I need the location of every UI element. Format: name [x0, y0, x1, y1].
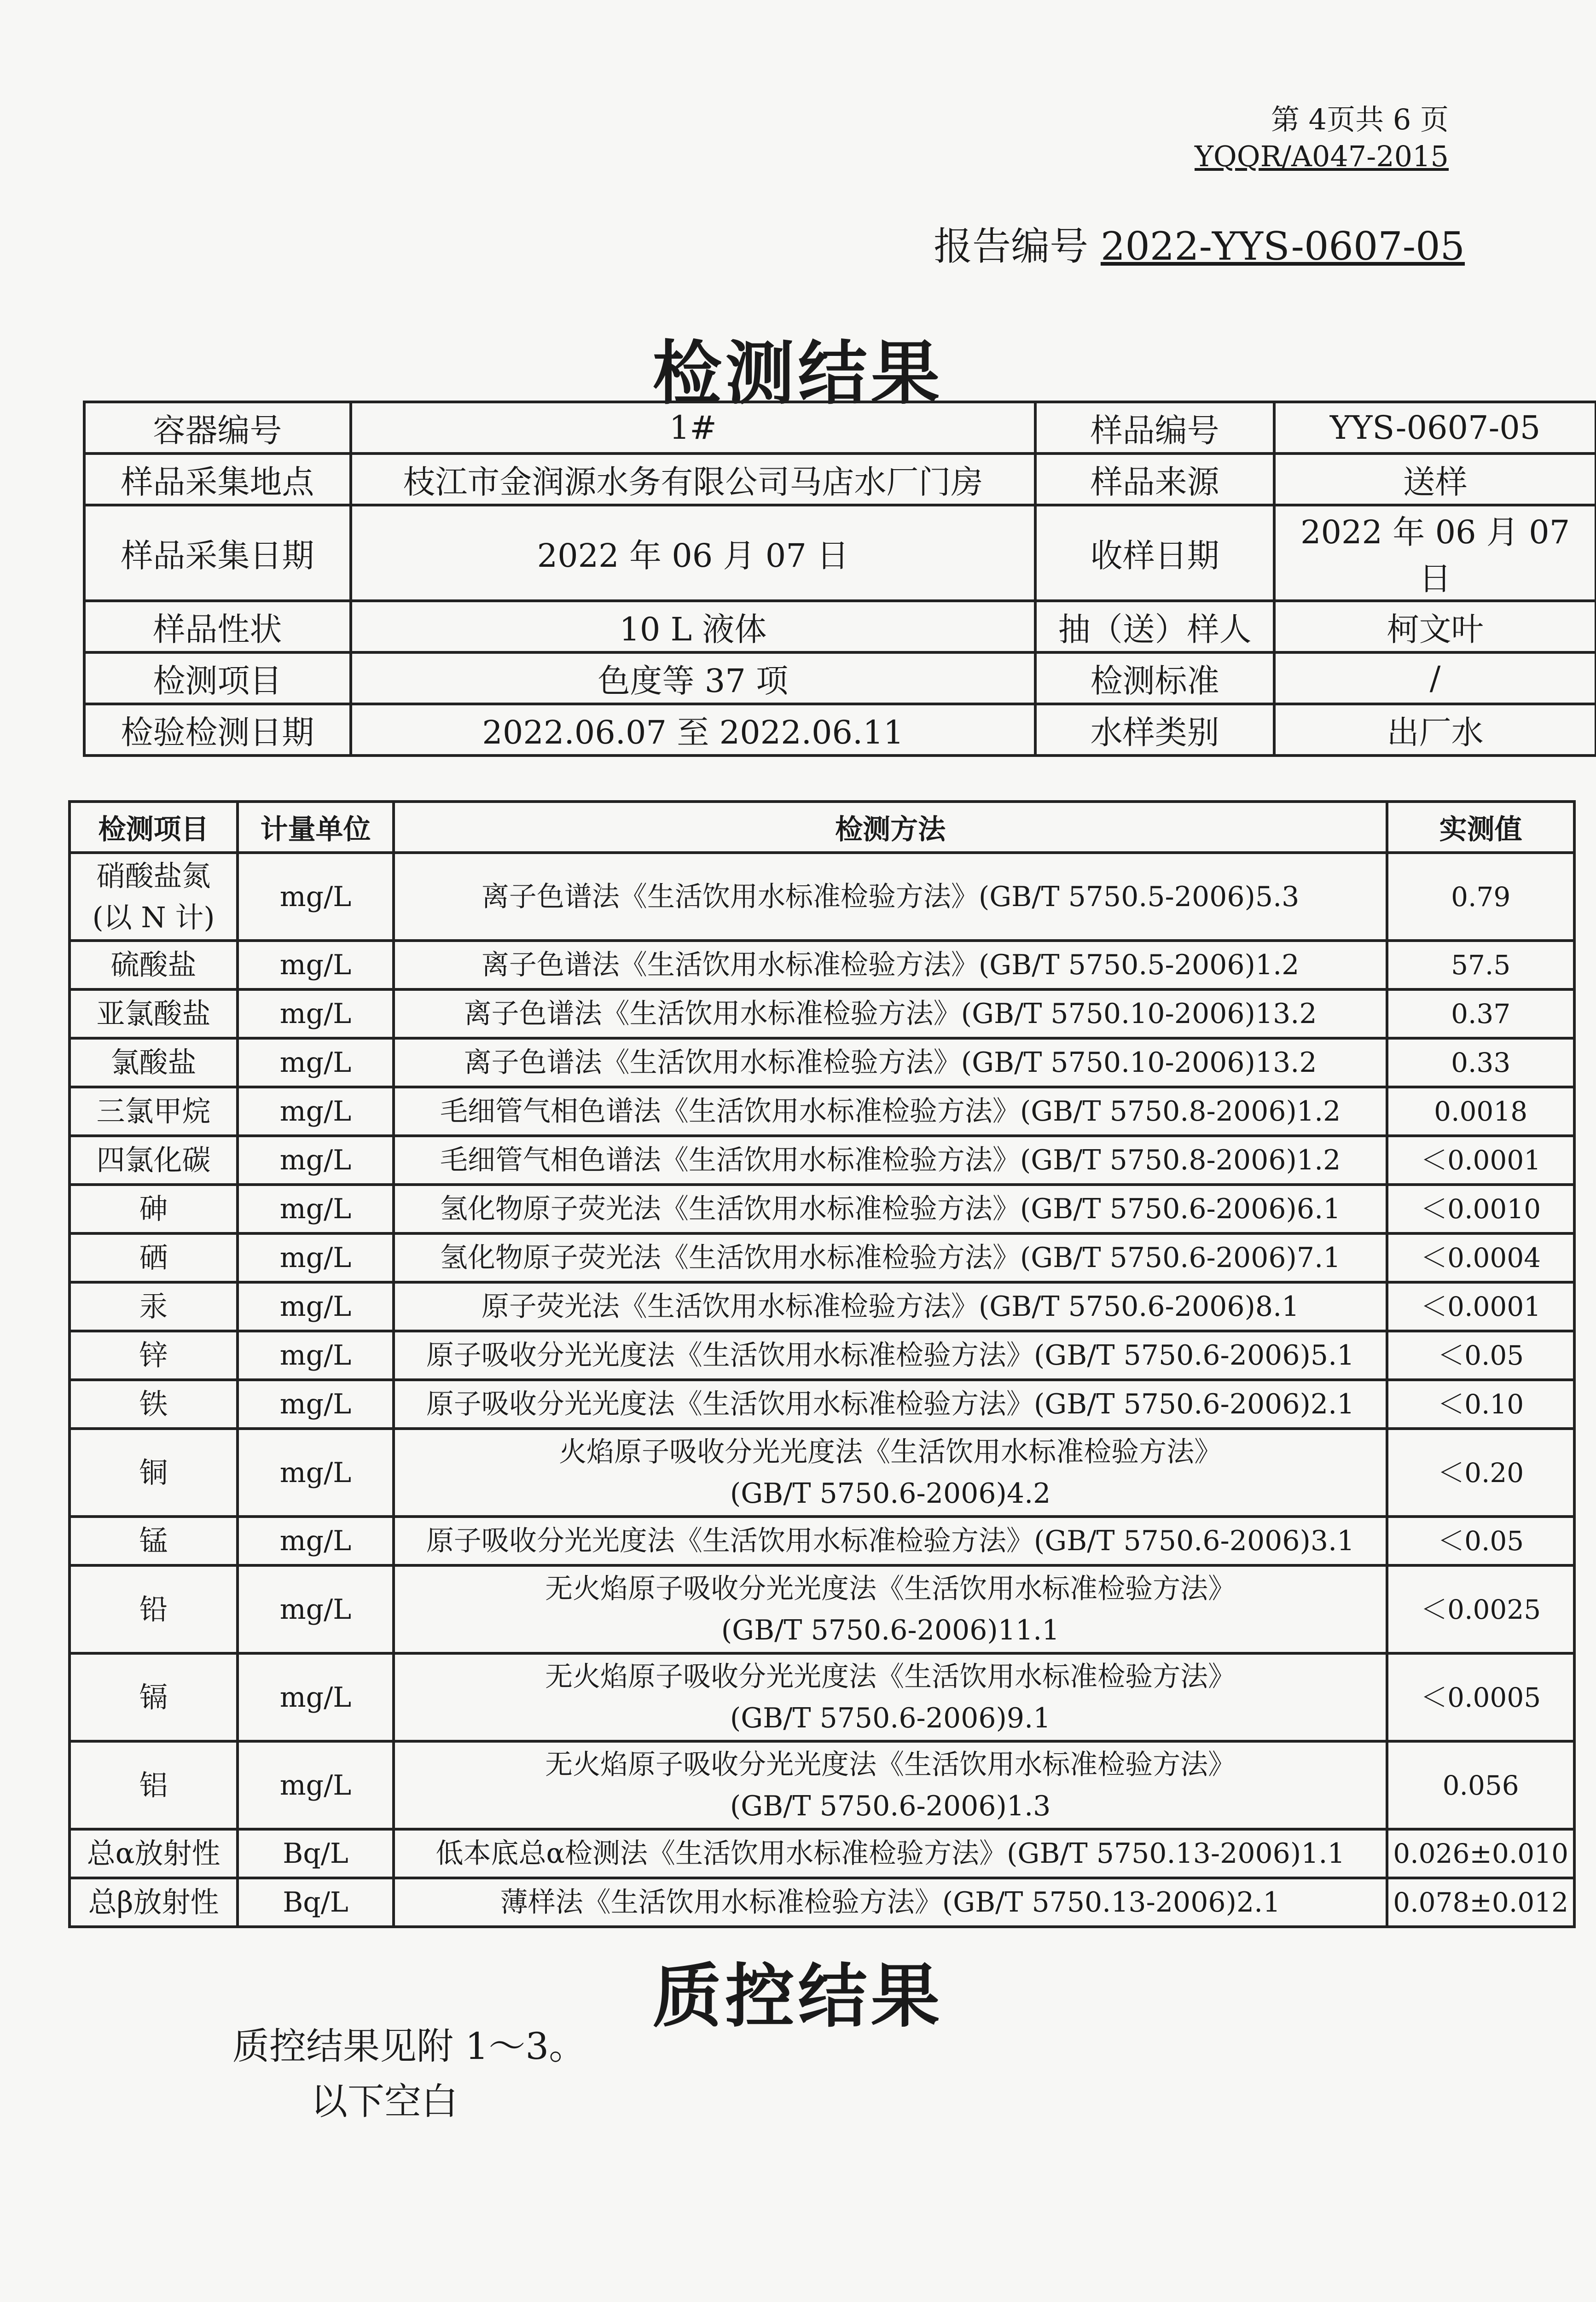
cell-method — [394, 1429, 1387, 1517]
report-number-label: 报告编号 — [934, 224, 1089, 269]
cell-method — [394, 853, 1387, 941]
table-row — [70, 1653, 1574, 1741]
sample-info-table — [83, 401, 1596, 757]
location-label: 样品采集地点 — [84, 453, 351, 505]
collect-date-label: 样品采集日期 — [84, 505, 351, 601]
cell-unit: mg/L — [238, 1380, 394, 1429]
table-row — [70, 941, 1574, 989]
cell-value: ＜0.0001 — [1387, 1282, 1574, 1331]
water-type: 出厂水 — [1274, 704, 1596, 756]
source-label: 样品来源 — [1035, 453, 1274, 505]
method-text: 低本底总α检测法《生活饮用水标准检验方法》(GB/T 5750.13-2006)1.1 — [435, 1837, 1345, 1870]
cell-value: ＜0.0001 — [1387, 1136, 1574, 1185]
sample-no-label: 样品编号 — [1035, 402, 1274, 453]
header-unit: 计量单位 — [238, 802, 394, 853]
test-date: 2022.06.07 至 2022.06.11 — [351, 704, 1035, 756]
test-date-label: 检验检测日期 — [84, 704, 351, 756]
cell-item — [70, 1233, 238, 1282]
cell-method — [394, 1878, 1387, 1927]
info-row — [84, 704, 1596, 756]
table-row — [70, 1233, 1574, 1282]
results-body — [70, 853, 1574, 1927]
cell-unit: mg/L — [238, 1038, 394, 1087]
method-text: 原子吸收分光光度法《生活饮用水标准检验方法》(GB/T 5750.6-2006)2.1 — [426, 1388, 1355, 1420]
cell-item — [70, 1653, 238, 1741]
cell-method — [394, 1185, 1387, 1233]
cell-item — [70, 989, 238, 1038]
item-name: 汞 — [139, 1290, 168, 1323]
collect-date: 2022 年 06 月 07 日 — [351, 505, 1035, 601]
cell-method — [394, 1233, 1387, 1282]
nature-label: 样品性状 — [84, 601, 351, 652]
cell-value: ＜0.10 — [1387, 1380, 1574, 1429]
cell-method — [394, 1653, 1387, 1741]
method-text-cont: (GB/T 5750.6-2006)11.1 — [721, 1614, 1060, 1646]
method-text: 无火焰原子吸收分光光度法《生活饮用水标准检验方法》 — [545, 1572, 1236, 1605]
header-method: 检测方法 — [394, 802, 1387, 853]
cell-unit: mg/L — [238, 1331, 394, 1380]
method-text: 氢化物原子荧光法《生活饮用水标准检验方法》(GB/T 5750.6-2006)7.1 — [440, 1242, 1341, 1274]
cell-method — [394, 1038, 1387, 1087]
method-text: 离子色谱法《生活饮用水标准检验方法》(GB/T 5750.10-2006)13.2 — [464, 998, 1317, 1030]
cell-value: ＜0.05 — [1387, 1517, 1574, 1565]
cell-method — [394, 1331, 1387, 1380]
cell-item — [70, 1429, 238, 1517]
container-no-label: 容器编号 — [84, 402, 351, 453]
method-text: 毛细管气相色谱法《生活饮用水标准检验方法》(GB/T 5750.8-2006)1.2 — [440, 1144, 1341, 1176]
method-text: 原子吸收分光光度法《生活饮用水标准检验方法》(GB/T 5750.6-2006)3.1 — [426, 1525, 1355, 1557]
item-name: 硝酸盐氮 — [96, 859, 211, 893]
cell-item — [70, 1517, 238, 1565]
table-row — [70, 1429, 1574, 1517]
item-name: 硒 — [139, 1241, 168, 1274]
cell-unit: Bq/L — [238, 1878, 394, 1927]
cell-value: ＜0.0010 — [1387, 1185, 1574, 1233]
report-number-value: 2022-YYS-0607-05 — [1100, 224, 1465, 269]
cell-item — [70, 1185, 238, 1233]
table-row — [70, 989, 1574, 1038]
method-text: 原子荧光法《生活饮用水标准检验方法》(GB/T 5750.6-2006)8.1 — [481, 1291, 1300, 1323]
cell-method — [394, 1136, 1387, 1185]
method-text: 无火焰原子吸收分光光度法《生活饮用水标准检验方法》 — [545, 1660, 1236, 1693]
results-table — [68, 800, 1576, 1928]
table-row — [70, 1331, 1574, 1380]
cell-unit: mg/L — [238, 1565, 394, 1653]
cell-method — [394, 1380, 1387, 1429]
method-text: 原子吸收分光光度法《生活饮用水标准检验方法》(GB/T 5750.6-2006)5.1 — [426, 1339, 1355, 1372]
cell-unit: mg/L — [238, 941, 394, 989]
table-row — [70, 1380, 1574, 1429]
item-name: 镉 — [139, 1680, 168, 1714]
results-header-row — [70, 802, 1574, 853]
item-name: 总α放射性 — [87, 1837, 221, 1870]
receive-date: 2022 年 06 月 07 日 — [1274, 505, 1596, 601]
cell-value: ＜0.0005 — [1387, 1653, 1574, 1741]
item-name: 氯酸盐 — [110, 1046, 197, 1079]
item-name: 铜 — [139, 1455, 168, 1489]
item-name: 硫酸盐 — [110, 948, 197, 982]
info-row — [84, 505, 1596, 601]
cell-value: 0.37 — [1387, 989, 1574, 1038]
cell-unit: mg/L — [238, 1136, 394, 1185]
cell-method — [394, 1829, 1387, 1878]
table-row — [70, 1185, 1574, 1233]
method-text: 无火焰原子吸收分光光度法《生活饮用水标准检验方法》 — [545, 1748, 1236, 1781]
cell-item — [70, 853, 238, 941]
table-row — [70, 1741, 1574, 1829]
cell-item — [70, 1380, 238, 1429]
info-row — [84, 601, 1596, 652]
item-name: 铝 — [139, 1768, 168, 1802]
report-number — [934, 215, 1465, 271]
cell-method — [394, 1565, 1387, 1653]
page-title: 检测结果 — [652, 333, 944, 414]
item-name: 砷 — [139, 1192, 168, 1226]
qc-note: 质控结果见附 1～3。 — [232, 2025, 586, 2068]
location: 枝江市金润源水务有限公司马店水厂门房 — [351, 453, 1035, 505]
method-text: 火焰原子吸收分光光度法《生活饮用水标准检验方法》 — [559, 1436, 1222, 1468]
blank-note: 以下空白 — [311, 2080, 458, 2123]
cell-item — [70, 1565, 238, 1653]
cell-method — [394, 1282, 1387, 1331]
info-row — [84, 402, 1596, 453]
water-type-label: 水样类别 — [1035, 704, 1274, 756]
cell-value: 0.078±0.012 — [1387, 1878, 1574, 1927]
cell-unit: mg/L — [238, 989, 394, 1038]
qc-notes — [232, 2019, 586, 2129]
table-row — [70, 853, 1574, 941]
method-text: 离子色谱法《生活饮用水标准检验方法》(GB/T 5750.5-2006)5.3 — [481, 880, 1300, 913]
cell-unit: Bq/L — [238, 1829, 394, 1878]
standard-label: 检测标准 — [1035, 652, 1274, 704]
item-name: 三氯甲烷 — [96, 1094, 211, 1128]
cell-unit: mg/L — [238, 853, 394, 941]
table-row — [70, 1087, 1574, 1136]
page-number: 第 4页共 6 页 — [1271, 103, 1449, 136]
cell-method — [394, 1741, 1387, 1829]
cell-unit: mg/L — [238, 1429, 394, 1517]
table-row — [70, 1829, 1574, 1878]
cell-unit: mg/L — [238, 1653, 394, 1741]
item-name: 锰 — [139, 1524, 168, 1558]
items: 色度等 37 项 — [351, 652, 1035, 704]
item-name: 铁 — [139, 1387, 168, 1421]
cell-item — [70, 1136, 238, 1185]
cell-value: ＜0.05 — [1387, 1331, 1574, 1380]
cell-value: 0.056 — [1387, 1741, 1574, 1829]
item-name: 总β放射性 — [88, 1885, 219, 1919]
cell-method — [394, 941, 1387, 989]
table-row — [70, 1878, 1574, 1927]
method-text: 离子色谱法《生活饮用水标准检验方法》(GB/T 5750.10-2006)13.2 — [464, 1046, 1317, 1079]
header-value: 实测值 — [1387, 802, 1574, 853]
standard: / — [1274, 652, 1596, 704]
table-row — [70, 1517, 1574, 1565]
cell-method — [394, 1517, 1387, 1565]
cell-value: ＜0.20 — [1387, 1429, 1574, 1517]
sample-no: YYS-0607-05 — [1274, 402, 1596, 453]
table-row — [70, 1038, 1574, 1087]
method-text-cont: (GB/T 5750.6-2006)1.3 — [730, 1790, 1051, 1822]
receive-date-label: 收样日期 — [1035, 505, 1274, 601]
info-row — [84, 453, 1596, 505]
table-row — [70, 1136, 1574, 1185]
document-code: YQQR/A047-2015 — [1194, 140, 1449, 173]
container-no: 1# — [351, 402, 1035, 453]
cell-method — [394, 989, 1387, 1038]
sender-label: 抽（送）样人 — [1035, 601, 1274, 652]
method-text: 薄样法《生活饮用水标准检验方法》(GB/T 5750.13-2006)2.1 — [500, 1886, 1281, 1918]
cell-unit: mg/L — [238, 1087, 394, 1136]
cell-unit: mg/L — [238, 1741, 394, 1829]
item-name: 铅 — [139, 1592, 168, 1626]
item-name: 四氯化碳 — [96, 1143, 211, 1177]
cell-unit: mg/L — [238, 1517, 394, 1565]
cell-item — [70, 1038, 238, 1087]
method-text-cont: (GB/T 5750.6-2006)4.2 — [730, 1477, 1051, 1510]
header-item: 检测项目 — [70, 802, 238, 853]
source: 送样 — [1274, 453, 1596, 505]
table-row — [70, 1565, 1574, 1653]
cell-value: 0.0018 — [1387, 1087, 1574, 1136]
cell-item — [70, 1087, 238, 1136]
cell-item — [70, 941, 238, 989]
cell-item — [70, 1741, 238, 1829]
cell-value: 57.5 — [1387, 941, 1574, 989]
info-row — [84, 652, 1596, 704]
cell-value: ＜0.0025 — [1387, 1565, 1574, 1653]
method-text: 离子色谱法《生活饮用水标准检验方法》(GB/T 5750.5-2006)1.2 — [481, 949, 1300, 981]
cell-value: ＜0.0004 — [1387, 1233, 1574, 1282]
cell-item — [70, 1331, 238, 1380]
cell-method — [394, 1087, 1387, 1136]
cell-value: 0.026±0.010 — [1387, 1829, 1574, 1878]
cell-value: 0.33 — [1387, 1038, 1574, 1087]
method-text-cont: (GB/T 5750.6-2006)9.1 — [730, 1702, 1051, 1734]
page-meta — [1195, 101, 1449, 175]
cell-item — [70, 1829, 238, 1878]
cell-item — [70, 1282, 238, 1331]
table-row — [70, 1282, 1574, 1331]
cell-item — [70, 1878, 238, 1927]
cell-unit: mg/L — [238, 1282, 394, 1331]
item-name: 亚氯酸盐 — [96, 997, 211, 1030]
method-text: 毛细管气相色谱法《生活饮用水标准检验方法》(GB/T 5750.8-2006)1.2 — [440, 1095, 1341, 1128]
cell-unit: mg/L — [238, 1233, 394, 1282]
nature: 10 L 液体 — [351, 601, 1035, 652]
cell-value: 0.79 — [1387, 853, 1574, 941]
cell-unit: mg/L — [238, 1185, 394, 1233]
method-text: 氢化物原子荧光法《生活饮用水标准检验方法》(GB/T 5750.6-2006)6.1 — [440, 1193, 1341, 1225]
items-label: 检测项目 — [84, 652, 351, 704]
item-name-note: (以 N 计) — [92, 900, 215, 934]
sender: 柯文叶 — [1274, 601, 1596, 652]
item-name: 锌 — [139, 1338, 168, 1372]
qc-title: 质控结果 — [652, 1956, 944, 2037]
